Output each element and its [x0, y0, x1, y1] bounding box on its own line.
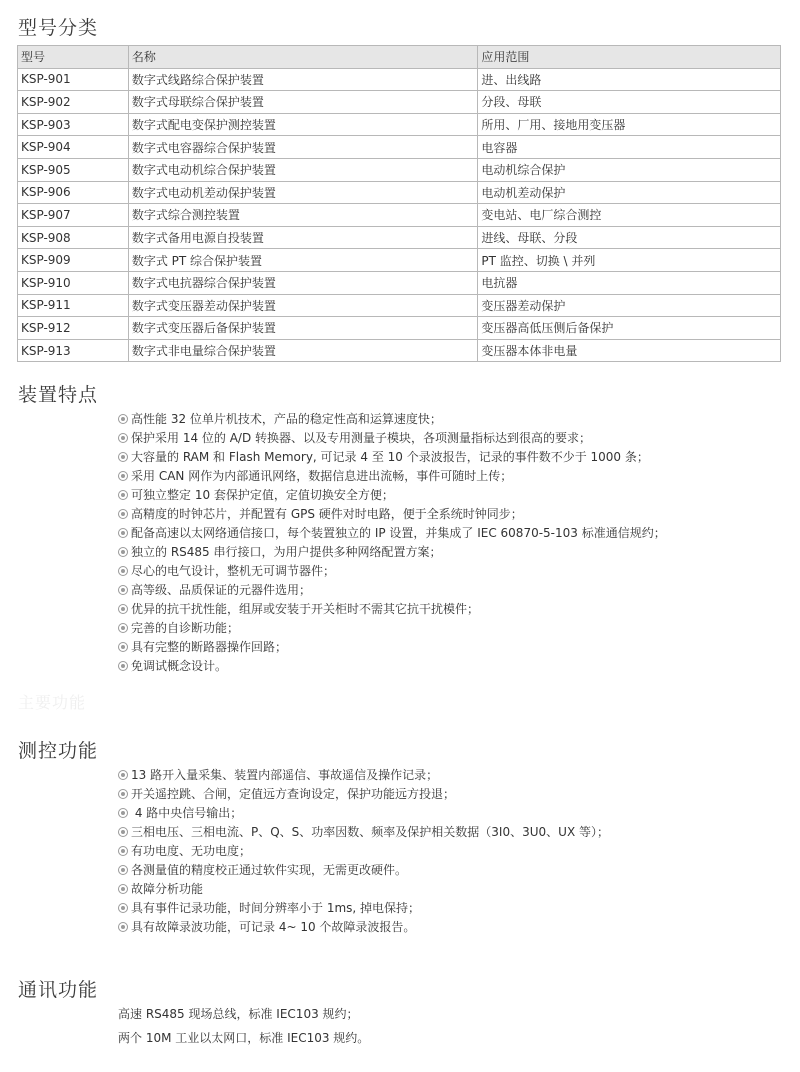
- cell-application: 所用、厂用、接地用变压器: [478, 113, 781, 136]
- table-row: [18, 181, 781, 204]
- list-item: [118, 562, 666, 581]
- models-section-title: 型号分类: [18, 17, 99, 39]
- list-item-text: 具有完整的断路器操作回路；: [131, 640, 288, 654]
- cell-model: KSP-910: [18, 271, 129, 294]
- cell-name: 数字式变压器差动保护装置: [128, 294, 478, 317]
- list-item-text: 高精度的时钟芯片，并配置有 GPS 硬件对时电路，便于全系统时钟同步；: [131, 507, 523, 521]
- table-row: [18, 68, 781, 91]
- bullet-circle-icon: [118, 490, 128, 500]
- list-item: [118, 823, 609, 842]
- list-item: [118, 524, 666, 543]
- cell-application: 电动机综合保护: [478, 158, 781, 181]
- cell-application: 变压器差动保护: [478, 294, 781, 317]
- bullet-circle-icon: [118, 922, 128, 932]
- list-item-text: 保护采用 14 位的 A/D 转换器、以及专用测量子模块，各项测量指标达到很高的要求；: [131, 431, 592, 445]
- list-item-text: 4 路中央信号输出；: [131, 806, 243, 820]
- list-item-text: 可独立整定 10 套保护定值，定值切换安全方便；: [131, 488, 394, 502]
- cell-name: 数字式母联综合保护装置: [128, 91, 478, 114]
- list-item-text: 优异的抗干扰性能，组屏或安装于开关柜时不需其它抗干扰模件；: [131, 602, 480, 616]
- cell-model: KSP-903: [18, 113, 129, 136]
- cell-model: KSP-911: [18, 294, 129, 317]
- cell-model: KSP-912: [18, 317, 129, 340]
- watermark-text: 主要功能: [18, 693, 87, 712]
- cell-application: 变压器本体非电量: [478, 339, 781, 362]
- list-item: [118, 785, 609, 804]
- cell-model: KSP-904: [18, 136, 129, 159]
- list-item-text: 具有事件记录功能，时间分辨率小于 1ms, 掉电保持；: [131, 901, 421, 915]
- comm-line: 高速 RS485 现场总线，标准 IEC103 规约；: [118, 1007, 359, 1021]
- cell-application: 进、出线路: [478, 68, 781, 91]
- list-item-text: 免调试概念设计。: [131, 659, 228, 673]
- cell-name: 数字式配电变保护测控装置: [128, 113, 478, 136]
- list-item-text: 高等级、品质保证的元器件选用；: [131, 583, 312, 597]
- model-table: [17, 45, 781, 362]
- cell-name: 数字式电动机综合保护装置: [128, 158, 478, 181]
- list-item-text: 故障分析功能: [131, 882, 204, 896]
- list-item: [118, 410, 666, 429]
- bullet-circle-icon: [118, 808, 128, 818]
- cell-application: 电动机差动保护: [478, 181, 781, 204]
- bullet-circle-icon: [118, 585, 128, 595]
- cell-application: 变电站、电厂综合测控: [478, 204, 781, 227]
- cell-application: 变压器高低压侧后备保护: [478, 317, 781, 340]
- cell-model: KSP-908: [18, 226, 129, 249]
- table-row: [18, 317, 781, 340]
- cell-model: KSP-907: [18, 204, 129, 227]
- cell-name: 数字式 PT 综合保护装置: [128, 249, 478, 272]
- comm-body: [118, 1002, 369, 1050]
- list-item: [118, 861, 609, 880]
- list-item-text: 尽心的电气设计，整机无可调节器件；: [131, 564, 336, 578]
- bullet-circle-icon: [118, 471, 128, 481]
- list-item: [118, 918, 609, 937]
- cell-model: KSP-913: [18, 339, 129, 362]
- bullet-circle-icon: [118, 433, 128, 443]
- bullet-circle-icon: [118, 566, 128, 576]
- bullet-circle-icon: [118, 884, 128, 894]
- list-item: [118, 619, 666, 638]
- list-item: [118, 899, 609, 918]
- table-row: [18, 271, 781, 294]
- cell-model: KSP-901: [18, 68, 129, 91]
- cell-name: 数字式综合测控装置: [128, 204, 478, 227]
- bullet-circle-icon: [118, 770, 128, 780]
- features-list: [118, 410, 666, 676]
- list-item: [118, 505, 666, 524]
- bullet-circle-icon: [118, 547, 128, 557]
- list-item-text: 三相电压、三相电流、P、Q、S、功率因数、频率及保护相关数据（3I0、3U0、UX 等）；: [131, 825, 609, 839]
- list-item: [118, 880, 609, 899]
- list-item: [118, 657, 666, 676]
- cell-model: KSP-909: [18, 249, 129, 272]
- table-row: [18, 339, 781, 362]
- cell-model: KSP-905: [18, 158, 129, 181]
- list-item-text: 开关遥控跳、合闸，定值远方查询设定，保护功能远方投退；: [131, 787, 456, 801]
- table-row: [18, 204, 781, 227]
- cell-model: KSP-906: [18, 181, 129, 204]
- list-item: [118, 486, 666, 505]
- list-item: [118, 766, 609, 785]
- comm-line: 两个 10M 工业以太网口，标准 IEC103 规约。: [118, 1031, 370, 1045]
- cell-application: 分段、母联: [478, 91, 781, 114]
- cell-model: KSP-902: [18, 91, 129, 114]
- list-item: [118, 638, 666, 657]
- header-model: 型号: [18, 46, 129, 69]
- cell-name: 数字式电动机差动保护装置: [128, 181, 478, 204]
- list-item: [118, 600, 666, 619]
- list-item-text: 大容量的 RAM 和 Flash Memory, 可记录 4 至 10 个录波报告，记录的事件数不少于 1000 条；: [131, 450, 649, 464]
- bullet-circle-icon: [118, 623, 128, 633]
- bullet-circle-icon: [118, 452, 128, 462]
- cell-application: 进线、母联、分段: [478, 226, 781, 249]
- header-name: 名称: [128, 46, 478, 69]
- bullet-circle-icon: [118, 509, 128, 519]
- list-item-text: 完善的自诊断功能；: [131, 621, 240, 635]
- list-item-text: 13 路开入量采集、装置内部遥信、事故遥信及操作记录；: [131, 768, 439, 782]
- cell-application: PT 监控、切换 \ 并列: [478, 249, 781, 272]
- cell-name: 数字式电容器综合保护装置: [128, 136, 478, 159]
- cell-application: 电容器: [478, 136, 781, 159]
- bullet-circle-icon: [118, 642, 128, 652]
- bullet-circle-icon: [118, 661, 128, 671]
- table-row: [18, 113, 781, 136]
- list-item: [118, 448, 666, 467]
- bullet-circle-icon: [118, 414, 128, 424]
- bullet-circle-icon: [118, 865, 128, 875]
- list-item-text: 配备高速以太网络通信接口，每个装置独立的 IP 设置，并集成了 IEC 60870-5-103 标准通信规约；: [131, 526, 666, 540]
- bullet-circle-icon: [118, 789, 128, 799]
- bullet-circle-icon: [118, 903, 128, 913]
- list-item-text: 具有故障录波功能，可记录 4~ 10 个故障录波报告。: [131, 920, 416, 934]
- list-item: [118, 429, 666, 448]
- measure-section-title: 测控功能: [18, 740, 99, 762]
- cell-name: 数字式线路综合保护装置: [128, 68, 478, 91]
- list-item-text: 各测量值的精度校正通过软件实现，无需更改硬件。: [131, 863, 408, 877]
- list-item-text: 独立的 RS485 串行接口，为用户提供多种网络配置方案；: [131, 545, 442, 559]
- header-application: 应用范围: [478, 46, 781, 69]
- cell-name: 数字式备用电源自投装置: [128, 226, 478, 249]
- table-row: [18, 158, 781, 181]
- table-row: [18, 249, 781, 272]
- bullet-circle-icon: [118, 604, 128, 614]
- features-section-title: 装置特点: [18, 384, 99, 406]
- list-item: [118, 804, 609, 823]
- table-row: [18, 294, 781, 317]
- cell-application: 电抗器: [478, 271, 781, 294]
- list-item: [118, 467, 666, 486]
- list-item-text: 高性能 32 位单片机技术，产品的稳定性高和运算速度快；: [131, 412, 442, 426]
- measure-list: [118, 766, 609, 937]
- cell-name: 数字式电抗器综合保护装置: [128, 271, 478, 294]
- list-item: [118, 581, 666, 600]
- table-row: [18, 136, 781, 159]
- list-item: [118, 842, 609, 861]
- bullet-circle-icon: [118, 846, 128, 856]
- list-item: [118, 543, 666, 562]
- bullet-circle-icon: [118, 827, 128, 837]
- cell-name: 数字式非电量综合保护装置: [128, 339, 478, 362]
- list-item-text: 有功电度、无功电度；: [131, 844, 252, 858]
- cell-name: 数字式变压器后备保护装置: [128, 317, 478, 340]
- list-item-text: 采用 CAN 网作为内部通讯网络，数据信息进出流畅，事件可随时上传；: [131, 469, 513, 483]
- table-header-row: [18, 46, 781, 69]
- comm-section-title: 通讯功能: [18, 979, 99, 1001]
- table-row: [18, 226, 781, 249]
- table-row: [18, 91, 781, 114]
- bullet-circle-icon: [118, 528, 128, 538]
